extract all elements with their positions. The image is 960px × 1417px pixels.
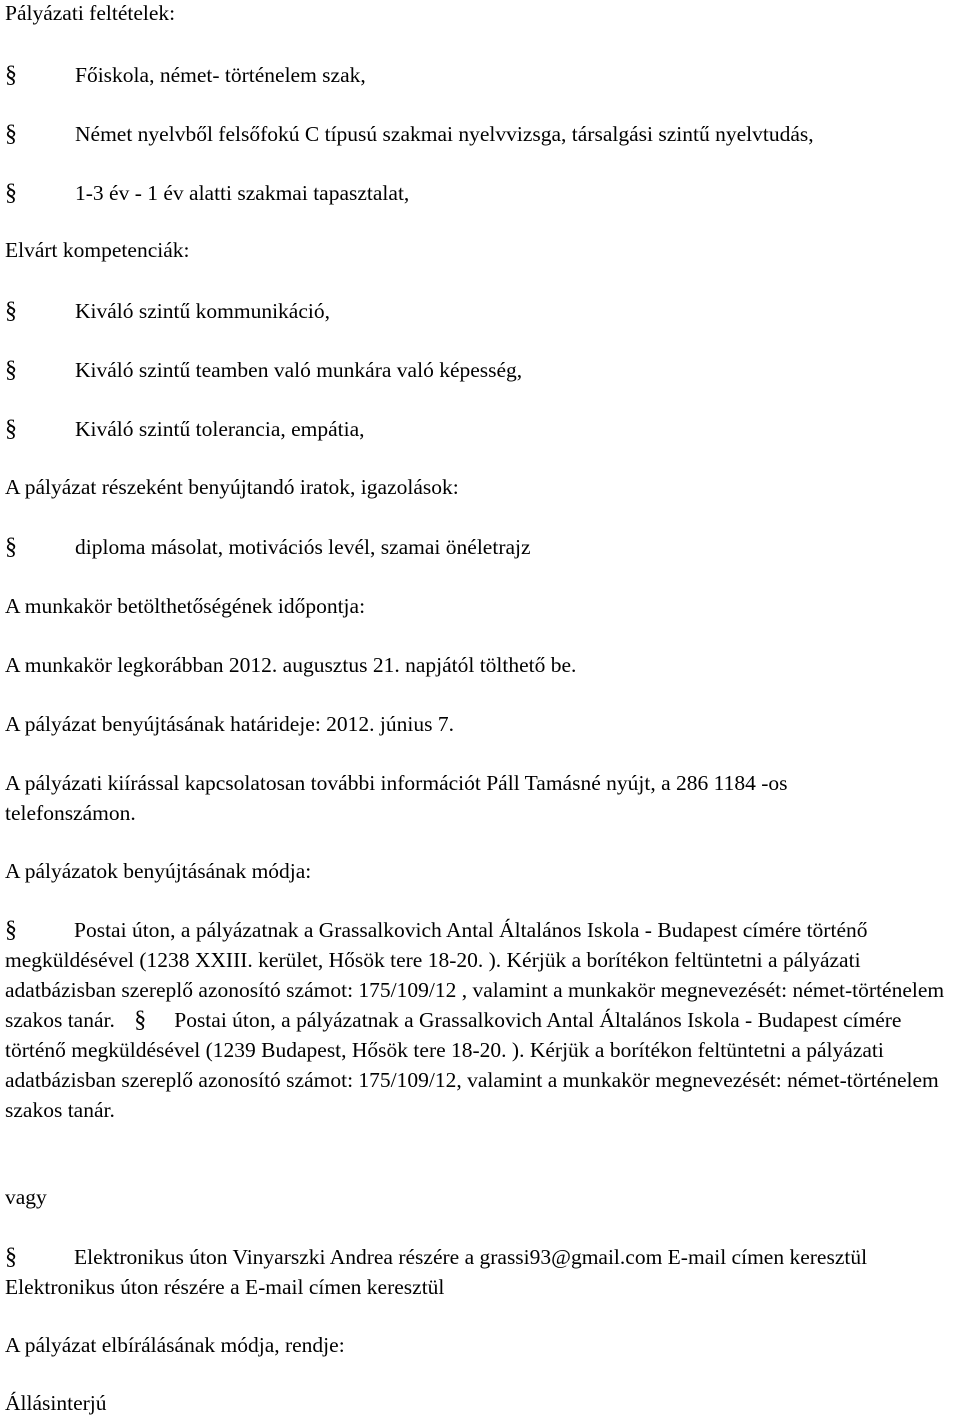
requirement-text: Főiskola, német- történelem szak, (75, 63, 366, 87)
start-date-heading: A munkakör betölthetőségének időpontja: (5, 594, 366, 618)
section-bullet-icon: § (134, 1007, 147, 1033)
submission-email-paragraph (5, 1242, 955, 1302)
documents-heading: A pályázat részeként benyújtandó iratok, igazolások: (5, 475, 459, 499)
requirements-heading: Pályázati feltételek: (5, 1, 176, 25)
document-text: diploma másolat, motivációs levél, szamai önéletrajz (75, 535, 531, 559)
competency-text: Kiváló szintű teamben való munkára való képesség, (75, 358, 523, 382)
competency-text: Kiváló szintű tolerancia, empátia, (75, 417, 365, 441)
post-text-1: Postai úton, a pályázatnak a Grassalkovich Antal Általános Iskola - Budapest címére történő megküldésével (1238 XXIII. kerület, Hősök tere 18-20. ). Kérjük a borítékon feltüntetni a pályázati adatbázisban szereplő azonosító számot: 175/109/12 , valamint a munkakör megnevezését: német-történelem szakos tanár. (5, 918, 945, 1032)
section-bullet-icon: § (5, 534, 17, 560)
section-bullet-icon: § (5, 1244, 17, 1270)
requirement-text: Német nyelvből felsőfokú C típusú szakmai nyelvvizsga, társalgási szintű nyelvtudás, (75, 122, 814, 146)
requirement-text: 1-3 év - 1 év alatti szakmai tapasztalat, (75, 181, 410, 205)
email-text: Elektronikus úton Vinyarszki Andrea részére a grassi93@gmail.com E-mail címen keresztül Elektronikus úton részére a E-mail címen keresztül (5, 1245, 868, 1299)
post-text-2: Postai úton, a pályázatnak a Grassalkovich Antal Általános Iskola - Budapest címére történő megküldésével (1239 Budapest, Hősök tere 18-20. ). Kérjük a borítékon feltüntetni a pályázati adatbázisban szereplő azonosító számot: 175/109/12, valamint a munkakör megnevezését: német-történelem szakos tanár. (5, 1008, 939, 1122)
info-text-line-1: A pályázati kiírással kapcsolatosan további információt Páll Tamásné nyújt, a 286 1184 -os (5, 771, 788, 795)
section-bullet-icon: § (5, 416, 17, 442)
section-bullet-icon: § (5, 357, 17, 383)
submission-post-paragraph (5, 915, 955, 1125)
section-bullet-icon: § (5, 62, 17, 88)
evaluation-text: Állásinterjú (5, 1391, 107, 1415)
competencies-heading: Elvárt kompetenciák: (5, 238, 190, 262)
submission-heading: A pályázatok benyújtásának módja: (5, 859, 312, 883)
section-bullet-icon: § (5, 298, 17, 324)
or-text: vagy (5, 1185, 47, 1209)
section-bullet-icon: § (5, 121, 17, 147)
section-bullet-icon: § (5, 917, 17, 943)
info-text-line-2: telefonszámon. (5, 801, 136, 825)
section-bullet-icon: § (5, 180, 17, 206)
evaluation-heading: A pályázat elbírálásának módja, rendje: (5, 1333, 345, 1357)
deadline-text: A pályázat benyújtásának határideje: 2012. június 7. (5, 712, 454, 736)
start-date-text: A munkakör legkorábban 2012. augusztus 21. napjától tölthető be. (5, 653, 577, 677)
competency-text: Kiváló szintű kommunikáció, (75, 299, 330, 323)
